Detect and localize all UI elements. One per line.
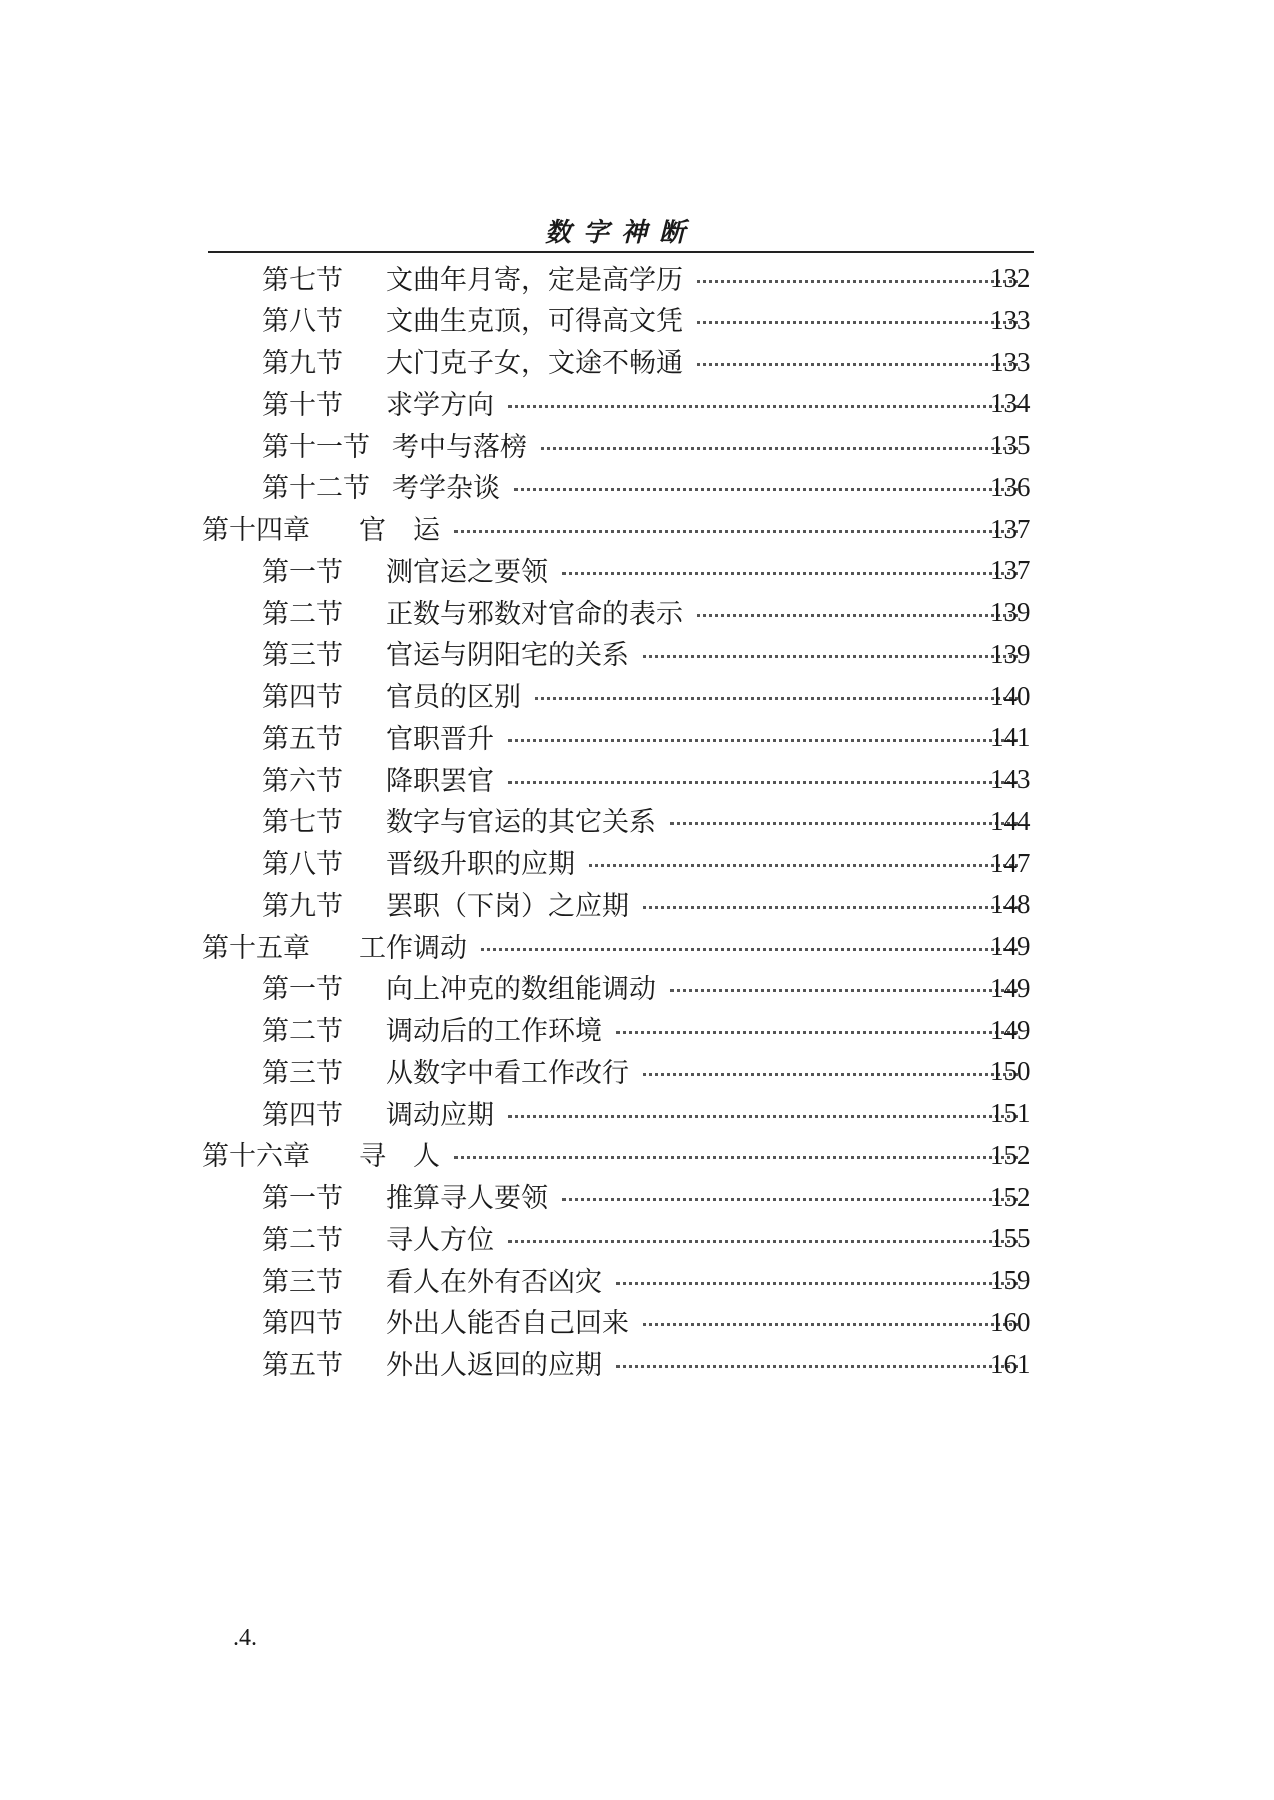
toc-entry-title: 向上冲克的数组能调动: [386, 974, 656, 1006]
toc-page-number: 148: [990, 889, 1031, 920]
toc-dot-leader: [643, 655, 1018, 658]
toc-page-number: 159: [990, 1265, 1031, 1295]
toc-entry-number: 第七节: [262, 807, 343, 839]
toc-dot-leader: [541, 447, 1018, 450]
toc-entry-title: 推算寻人要领: [386, 1183, 548, 1214]
toc-entry-title: 大门克子女，文途不畅通: [386, 348, 683, 379]
toc-dot-leader: [508, 781, 1018, 784]
toc-entry-title: 工作调动: [359, 932, 467, 964]
toc-entry-number: 第三节: [262, 1057, 343, 1089]
toc-entry-number: 第五节: [262, 723, 343, 755]
toc-entry-number: 第十五章: [202, 932, 310, 964]
toc-page-number: 137: [990, 513, 1031, 544]
toc-dot-leader: [616, 1365, 1018, 1368]
toc-entry-number: 第四节: [262, 1308, 343, 1340]
toc-entry-number: 第一节: [262, 1183, 343, 1214]
toc-entry-title: 官员的区别: [386, 682, 521, 713]
toc-entry-title: 调动应期: [386, 1099, 494, 1131]
toc-entry-number: 第八节: [262, 849, 343, 880]
toc-dot-leader: [643, 1073, 1018, 1076]
toc-entry-title: 晋级升职的应期: [386, 849, 575, 880]
toc-entry-number: 第一节: [262, 974, 343, 1006]
running-head: 数字神断: [545, 218, 698, 248]
toc-entry-number: 第十一节: [262, 431, 370, 463]
toc-entry-title: 文曲生克顶，可得高文凭: [386, 306, 683, 338]
toc-dot-leader: [643, 906, 1018, 909]
toc-dot-leader: [562, 1198, 1018, 1201]
page-number: .4.: [233, 1625, 257, 1651]
toc-page-number: 139: [990, 638, 1031, 669]
toc-page-number: 134: [990, 388, 1031, 419]
toc-entry-number: 第三节: [262, 640, 343, 672]
toc-page-number: 137: [990, 555, 1031, 586]
toc-dot-leader: [508, 739, 1018, 742]
toc-entry-title: 从数字中看工作改行: [386, 1057, 629, 1089]
toc-entry-number: 第六节: [262, 765, 343, 797]
toc-dot-leader: [697, 363, 1018, 366]
toc-dot-leader: [670, 989, 1018, 992]
toc-page-number: 136: [990, 471, 1031, 502]
toc-page-number: 133: [990, 346, 1031, 377]
toc-page-number: 155: [990, 1223, 1031, 1254]
toc-page-number: 140: [990, 680, 1031, 711]
toc-page-number: 152: [990, 1139, 1031, 1170]
toc-entry-number: 第十二节: [262, 473, 370, 505]
toc-entry-number: 第十六章: [202, 1141, 310, 1173]
toc-dot-leader: [589, 864, 1018, 867]
toc-dot-leader: [481, 948, 1018, 951]
toc-entry-title: 看人在外有否凶灾: [386, 1266, 602, 1298]
toc-page-number: 149: [990, 972, 1031, 1003]
toc-entry-title: 官职晋升: [386, 723, 494, 755]
toc-page-number: 132: [990, 263, 1031, 293]
toc-dot-leader: [508, 1240, 1018, 1243]
toc-entry-title: 求学方向: [386, 389, 494, 421]
toc-entry-number: 第二节: [262, 1016, 343, 1047]
toc-entry-title: 罢职（下岗）之应期: [386, 890, 629, 922]
toc-entry-title: 考中与落榜: [392, 431, 527, 463]
toc-page-number: 161: [990, 1348, 1031, 1379]
toc-page-number: 141: [990, 722, 1031, 753]
toc-dot-leader: [454, 1156, 1018, 1159]
toc-entry-number: 第三节: [262, 1266, 343, 1298]
toc-entry-title: 外出人能否自己回来: [386, 1308, 629, 1340]
toc-entry-title: 考学杂谈: [392, 473, 500, 505]
toc-page-number: 135: [990, 430, 1031, 460]
toc-page-number: 147: [990, 847, 1031, 878]
toc-entry-number: 第五节: [262, 1350, 343, 1381]
toc-page-number: 150: [990, 1056, 1031, 1087]
toc-entry-title: 测官运之要领: [386, 556, 548, 588]
toc-page-number: 149: [990, 931, 1031, 961]
toc-dot-leader: [697, 280, 1018, 283]
toc-entry-number: 第二节: [262, 598, 343, 630]
toc-entry-number: 第九节: [262, 348, 343, 379]
toc-page-number: 144: [990, 805, 1031, 836]
toc-dot-leader: [535, 697, 1018, 700]
toc-page-number: 160: [990, 1306, 1031, 1337]
toc-dot-leader: [697, 614, 1018, 617]
toc-entry-title: 降职罢官: [386, 765, 494, 797]
toc-entry-title: 官 运: [359, 515, 440, 546]
toc-dot-leader: [562, 572, 1018, 575]
toc-entry-title: 调动后的工作环境: [386, 1016, 602, 1047]
toc-dot-leader: [616, 1282, 1018, 1285]
toc-dot-leader: [616, 1031, 1018, 1034]
toc-page-number: 133: [990, 304, 1031, 335]
toc-entry-title: 文曲年月寄，定是高学历: [386, 264, 683, 296]
toc-entry-title: 正数与邪数对官命的表示: [386, 598, 683, 630]
toc-entry-number: 第七节: [262, 264, 343, 296]
toc-entry-title: 寻 人: [359, 1141, 440, 1173]
toc-dot-leader: [514, 488, 1018, 491]
toc-dot-leader: [670, 822, 1018, 825]
toc-entry-number: 第四节: [262, 682, 343, 713]
toc-entry-number: 第二节: [262, 1224, 343, 1256]
toc-section-row: [262, 1339, 1030, 1387]
toc-page-number: 143: [990, 764, 1031, 794]
toc-entry-number: 第八节: [262, 306, 343, 338]
toc-entry-number: 第四节: [262, 1099, 343, 1131]
toc-page-number: 149: [990, 1014, 1031, 1045]
toc-entry-number: 第九节: [262, 890, 343, 922]
toc-entry-title: 数字与官运的其它关系: [386, 807, 656, 839]
toc-dot-leader: [454, 530, 1018, 533]
toc-page-number: 152: [990, 1181, 1031, 1212]
toc-dot-leader: [508, 1115, 1018, 1118]
toc-dot-leader: [643, 1323, 1018, 1326]
toc-dot-leader: [508, 405, 1018, 408]
toc-entry-number: 第一节: [262, 556, 343, 588]
toc-entry-number: 第十节: [262, 389, 343, 421]
toc-entry-title: 寻人方位: [386, 1224, 494, 1256]
toc-page-number: 139: [990, 597, 1031, 627]
toc-entry-title: 外出人返回的应期: [386, 1350, 602, 1381]
toc-dot-leader: [697, 321, 1018, 324]
toc-entry-number: 第十四章: [202, 515, 310, 546]
toc-entry-title: 官运与阴阳宅的关系: [386, 640, 629, 672]
toc-page-number: 151: [990, 1098, 1031, 1128]
